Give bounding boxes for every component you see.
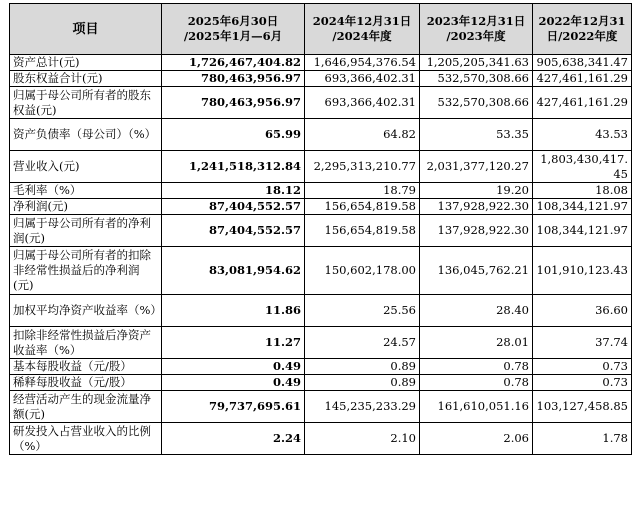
cell-2023: 19.20	[420, 183, 533, 199]
table-row	[10, 183, 632, 199]
cell-2022: 43.53	[533, 119, 632, 151]
header-2022: 2022年12月31日/2022年度	[533, 4, 632, 55]
cell-2023: 161,610,051.16	[420, 391, 533, 423]
cell-2025h1: 1,726,467,404.82	[162, 55, 305, 71]
cell-2025h1: 79,737,695.61	[162, 391, 305, 423]
cell-2025h1: 0.49	[162, 375, 305, 391]
table-row	[10, 215, 632, 247]
cell-2024: 1,646,954,376.54	[305, 55, 420, 71]
cell-2024: 0.89	[305, 359, 420, 375]
cell-2024: 156,654,819.58	[305, 215, 420, 247]
cell-2024: 693,366,402.31	[305, 71, 420, 87]
table-row	[10, 247, 632, 295]
header-2023: 2023年12月31日 /2023年度	[420, 4, 533, 55]
cell-2025h1: 2.24	[162, 423, 305, 455]
table-row	[10, 359, 632, 375]
cell-2024: 64.82	[305, 119, 420, 151]
table-row	[10, 375, 632, 391]
cell-2023: 28.01	[420, 327, 533, 359]
cell-2025h1: 11.86	[162, 295, 305, 327]
cell-2023: 0.78	[420, 375, 533, 391]
table-row	[10, 71, 632, 87]
cell-2025h1: 87,404,552.57	[162, 199, 305, 215]
cell-2025h1: 83,081,954.62	[162, 247, 305, 295]
cell-2022: 36.60	[533, 295, 632, 327]
cell-2024: 693,366,402.31	[305, 87, 420, 119]
table-row	[10, 87, 632, 119]
row-label: 资产总计(元)	[10, 55, 162, 71]
cell-2023: 137,928,922.30	[420, 215, 533, 247]
cell-2025h1: 780,463,956.97	[162, 71, 305, 87]
cell-2023: 53.35	[420, 119, 533, 151]
financial-data-table	[9, 3, 632, 455]
cell-2022: 0.73	[533, 375, 632, 391]
cell-2023: 2.06	[420, 423, 533, 455]
row-label: 资产负债率（母公司）（%）	[10, 119, 162, 151]
row-label: 研发投入占营业收入的比例（%）	[10, 423, 162, 455]
cell-2025h1: 65.99	[162, 119, 305, 151]
cell-2024: 2,295,313,210.77	[305, 151, 420, 183]
cell-2023: 28.40	[420, 295, 533, 327]
table-row	[10, 119, 632, 151]
cell-2025h1: 0.49	[162, 359, 305, 375]
cell-2022: 427,461,161.29	[533, 71, 632, 87]
row-label: 股东权益合计(元)	[10, 71, 162, 87]
cell-2024: 150,602,178.00	[305, 247, 420, 295]
row-label: 经营活动产生的现金流量净额(元)	[10, 391, 162, 423]
table-row	[10, 55, 632, 71]
cell-2023: 0.78	[420, 359, 533, 375]
table-row	[10, 327, 632, 359]
cell-2022: 108,344,121.97	[533, 215, 632, 247]
cell-2024: 145,235,233.29	[305, 391, 420, 423]
row-label: 归属于母公司所有者的净利润(元)	[10, 215, 162, 247]
cell-2022: 1,803,430,417.45	[533, 151, 632, 183]
header-2024: 2024年12月31日 /2024年度	[305, 4, 420, 55]
cell-2022: 37.74	[533, 327, 632, 359]
table-row	[10, 151, 632, 183]
table-row	[10, 423, 632, 455]
row-label: 扣除非经常性损益后净资产收益率（%）	[10, 327, 162, 359]
row-label: 加权平均净资产收益率（%）	[10, 295, 162, 327]
cell-2022: 905,638,341.47	[533, 55, 632, 71]
header-2025h1: 2025年6月30日 /2025年1月—6月	[162, 4, 305, 55]
cell-2023: 136,045,762.21	[420, 247, 533, 295]
cell-2024: 156,654,819.58	[305, 199, 420, 215]
row-label: 稀释每股收益（元/股）	[10, 375, 162, 391]
row-label: 归属于母公司所有者的股东权益(元)	[10, 87, 162, 119]
cell-2025h1: 18.12	[162, 183, 305, 199]
row-label: 毛利率（%）	[10, 183, 162, 199]
cell-2024: 2.10	[305, 423, 420, 455]
table-row	[10, 295, 632, 327]
cell-2025h1: 1,241,518,312.84	[162, 151, 305, 183]
cell-2024: 18.79	[305, 183, 420, 199]
cell-2022: 1.78	[533, 423, 632, 455]
cell-2023: 2,031,377,120.27	[420, 151, 533, 183]
row-label: 基本每股收益（元/股）	[10, 359, 162, 375]
cell-2023: 532,570,308.66	[420, 71, 533, 87]
cell-2024: 0.89	[305, 375, 420, 391]
header-row	[10, 4, 632, 55]
cell-2024: 25.56	[305, 295, 420, 327]
cell-2023: 1,205,205,341.63	[420, 55, 533, 71]
cell-2025h1: 87,404,552.57	[162, 215, 305, 247]
table-row	[10, 391, 632, 423]
table-row	[10, 199, 632, 215]
cell-2025h1: 11.27	[162, 327, 305, 359]
cell-2023: 532,570,308.66	[420, 87, 533, 119]
header-item: 项目	[10, 4, 162, 55]
cell-2023: 137,928,922.30	[420, 199, 533, 215]
cell-2022: 103,127,458.85	[533, 391, 632, 423]
row-label: 营业收入(元)	[10, 151, 162, 183]
cell-2022: 108,344,121.97	[533, 199, 632, 215]
cell-2024: 24.57	[305, 327, 420, 359]
cell-2022: 427,461,161.29	[533, 87, 632, 119]
cell-2022: 18.08	[533, 183, 632, 199]
cell-2025h1: 780,463,956.97	[162, 87, 305, 119]
cell-2022: 0.73	[533, 359, 632, 375]
cell-2022: 101,910,123.43	[533, 247, 632, 295]
row-label: 净利润(元)	[10, 199, 162, 215]
row-label: 归属于母公司所有者的扣除非经常性损益后的净利润(元)	[10, 247, 162, 295]
